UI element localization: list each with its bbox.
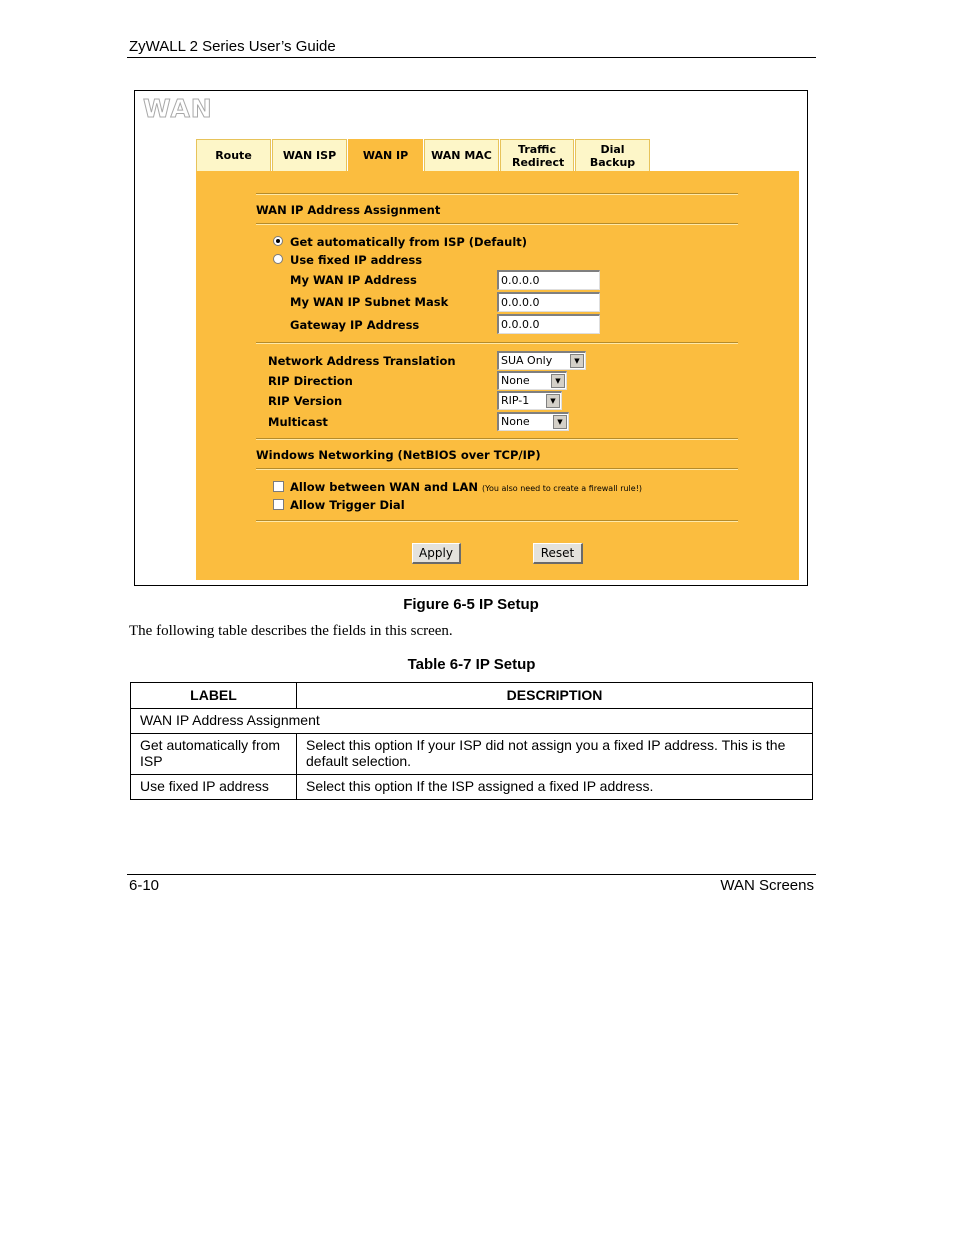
divider	[256, 193, 738, 194]
table-caption: Table 6-7 IP Setup	[407, 656, 536, 673]
radio-use-fixed-ip[interactable]	[273, 254, 283, 264]
tab-traffic-redirect[interactable]	[500, 139, 574, 171]
page-number: 6-10	[129, 877, 160, 894]
chevron-down-icon: ▼	[546, 394, 560, 408]
description-table	[130, 682, 813, 800]
rip-direction-label: RIP Direction	[268, 374, 353, 388]
table-header-label: LABEL	[131, 683, 297, 709]
allow-trigger-dial-label: Allow Trigger Dial	[290, 498, 405, 512]
header-title: ZyWALL 2 Series User’s Guide	[129, 38, 336, 55]
my-wan-ip-input[interactable]: 0.0.0.0	[497, 270, 600, 290]
multicast-value: None	[501, 415, 530, 428]
nat-select[interactable]	[497, 351, 586, 370]
subnet-mask-label: My WAN IP Subnet Mask	[290, 295, 449, 309]
allow-wan-lan-label	[290, 480, 642, 494]
gateway-ip-input[interactable]: 0.0.0.0	[497, 314, 600, 334]
divider	[256, 342, 738, 343]
header-rule	[127, 57, 816, 58]
table-cell-description: Select this option If your ISP did not assign you a fixed IP address. This is the default selection.	[297, 734, 813, 775]
section-netbios-heading: Windows Networking (NetBIOS over TCP/IP)	[256, 448, 541, 462]
tab-bar	[196, 139, 651, 171]
table-cell-label: Use fixed IP address	[131, 775, 297, 800]
allow-wan-lan-text: Allow between WAN and LAN	[290, 480, 478, 494]
radio-use-fixed-ip-label: Use fixed IP address	[290, 253, 423, 267]
screen-title: WAN	[143, 94, 213, 123]
nat-label: Network Address Translation	[268, 354, 456, 368]
table-section-cell: WAN IP Address Assignment	[131, 709, 813, 734]
table-header-row	[131, 683, 813, 709]
footer-rule	[127, 874, 816, 875]
table-header-description: DESCRIPTION	[297, 683, 813, 709]
apply-button[interactable]: Apply	[412, 543, 461, 564]
rip-direction-select[interactable]	[497, 371, 567, 390]
chapter-name: WAN Screens	[720, 877, 814, 894]
gateway-ip-label: Gateway IP Address	[290, 318, 420, 332]
tab-traffic-redirect-label: Traffic Redirect	[512, 142, 565, 169]
divider	[256, 468, 738, 469]
rip-version-select[interactable]	[497, 391, 562, 410]
nat-select-value: SUA Only	[501, 354, 553, 367]
tab-wan-mac[interactable]: WAN MAC	[424, 139, 499, 171]
chevron-down-icon: ▼	[551, 374, 565, 388]
tab-route[interactable]: Route	[196, 139, 271, 171]
table-cell-label: Get automatically from ISP	[131, 734, 297, 775]
figure-caption: Figure 6-5 IP Setup	[403, 596, 539, 613]
multicast-select[interactable]	[497, 412, 569, 431]
my-wan-ip-label: My WAN IP Address	[290, 273, 417, 287]
table-row	[131, 775, 813, 800]
allow-trigger-dial-checkbox[interactable]	[273, 499, 284, 510]
rip-version-label: RIP Version	[268, 394, 343, 408]
radio-get-automatically-label: Get automatically from ISP (Default)	[290, 235, 528, 249]
intro-text: The following table describes the fields in this screen.	[129, 623, 453, 639]
table-row	[131, 734, 813, 775]
subnet-mask-input[interactable]: 0.0.0.0	[497, 292, 600, 312]
table-section-row	[131, 709, 813, 734]
table-cell-description: Select this option If the ISP assigned a fixed IP address.	[297, 775, 813, 800]
tab-dial-backup[interactable]: Dial Backup	[575, 139, 650, 171]
rip-direction-value: None	[501, 374, 530, 387]
allow-wan-lan-note: (You also need to create a firewall rule!)	[482, 484, 643, 493]
divider	[256, 438, 738, 439]
tab-wan-isp[interactable]: WAN ISP	[272, 139, 347, 171]
tab-wan-ip[interactable]: WAN IP	[348, 139, 423, 171]
chevron-down-icon: ▼	[570, 354, 584, 368]
chevron-down-icon: ▼	[553, 415, 567, 429]
rip-version-value: RIP-1	[501, 394, 530, 407]
section-wan-ip-heading: WAN IP Address Assignment	[256, 203, 441, 217]
divider	[256, 520, 738, 521]
allow-wan-lan-checkbox[interactable]	[273, 481, 284, 492]
multicast-label: Multicast	[268, 415, 328, 429]
radio-get-automatically[interactable]	[273, 236, 283, 246]
divider	[256, 223, 738, 224]
reset-button[interactable]: Reset	[533, 543, 583, 564]
